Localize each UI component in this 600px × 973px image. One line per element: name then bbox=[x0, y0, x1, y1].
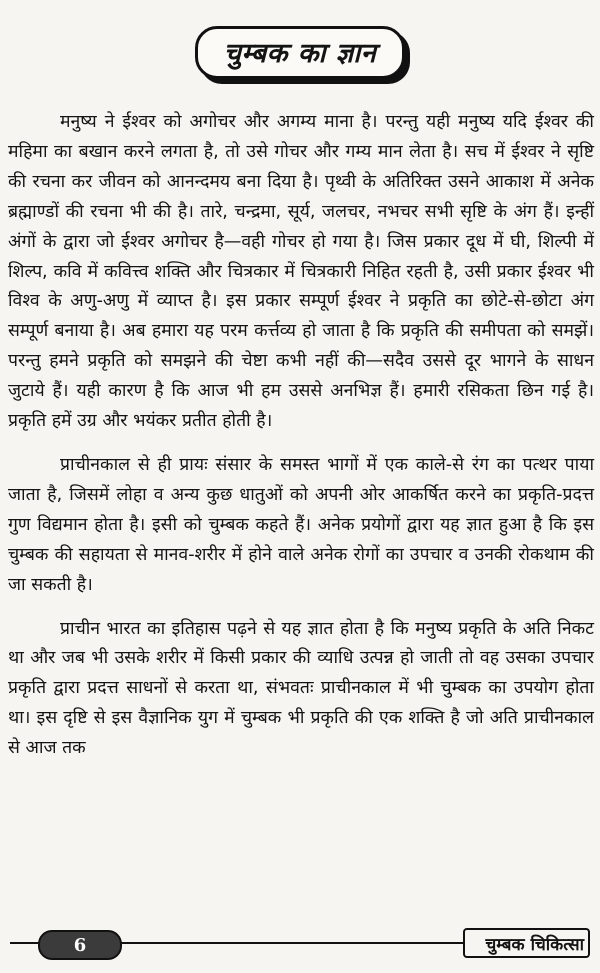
running-title-part2: चिकित्सा bbox=[530, 934, 584, 955]
page-footer bbox=[10, 928, 590, 962]
running-title bbox=[463, 928, 590, 958]
paragraph-3: प्राचीन भारत का इतिहास पढ़ने से यह ज्ञात होता है कि मनुष्य प्रकृति के अति निकट था और जब भी उसके शरीर में किसी प्रकार की व्याधि उत्पन्न हो जाती तो वह उसका उपचार प्रकृति द्वारा प्रदत्त साधनों से करता था, संभवतः प्राचीनकाल में भी चुम्बक का उपयोग होता था। इस दृष्टि से इस वैज्ञानिक युग में चुम्बक भी प्रकृति की एक शक्ति है जो अति प्राचीनकाल से आज तक bbox=[8, 618, 594, 759]
chapter-title-box bbox=[195, 26, 405, 79]
body-text bbox=[8, 108, 594, 778]
paragraph-1: मनुष्य ने ईश्वर को अगोचर और अगम्य माना है। परन्तु यही मनुष्य यदि ईश्वर की महिमा का बखान करने लगता है, तो उसे गोचर और गम्य मान लेता है। सच में ईश्वर ने सृष्टि की रचना कर जीवन को आनन्दमय बना दिया है। पृथ्वी के अतिरिक्त उसने आकाश में अनेक ब्रह्माण्डों की रचना भी की है। तारे, चन्द्रमा, सूर्य, जलचर, नभचर सभी सृष्टि के अंग हैं। इन्हीं अंगों के द्वारा जो ईश्वर अगोचर है—वही गोचर हो गया है। जिस प्रकार दूध में घी, शिल्पी में शिल्प, कवि में कवित्त्व शक्ति और चित्रकार में चित्रकारी निहित रहती है, उसी प्रकार ईश्वर भी विश्व के अणु-अणु में व्याप्त है। इस प्रकार सम्पूर्ण ईश्वर ने प्रकृति का छोटे-से-छोटा अंग सम्पूर्ण बनाया है। अब हमारा यह परम कर्त्तव्य हो जाता है कि प्रकृति की समीपता को समझें। परन्तु हमने प्रकृति को समझने की चेष्टा कभी नहीं की—सदैव उससे दूर भागने के साधन जुटाये हैं। यही कारण है कि आज भी हम उससे अनभिज्ञ हैं। हमारी रसिकता छिन गई है। प्रकृति हमें उग्र और भयंकर प्रतीत होती है। bbox=[8, 112, 594, 432]
paragraph-2: प्राचीनकाल से ही प्रायः संसार के समस्त भागों में एक काले-से रंग का पत्थर पाया जाता है, जिसमें लोहा व अन्य कुछ धातुओं को अपनी ओर आकर्षित करने का प्रकृति-प्रदत्त गुण विद्यमान होता है। इसी को चुम्बक कहते हैं। अनेक प्रयोगों द्वारा यह ज्ञात हुआ है कि इस चुम्बक की सहायता से मानव-शरीर में होने वाले अनेक रोगों का उपचार व उनकी रोकथाम की जा सकती है। bbox=[8, 454, 594, 595]
title-area bbox=[0, 26, 600, 79]
chapter-title: चुम्बक का ज्ञान bbox=[223, 38, 377, 69]
running-title-part1: चुम्बक bbox=[485, 934, 525, 955]
page-number: 6 bbox=[38, 930, 122, 960]
